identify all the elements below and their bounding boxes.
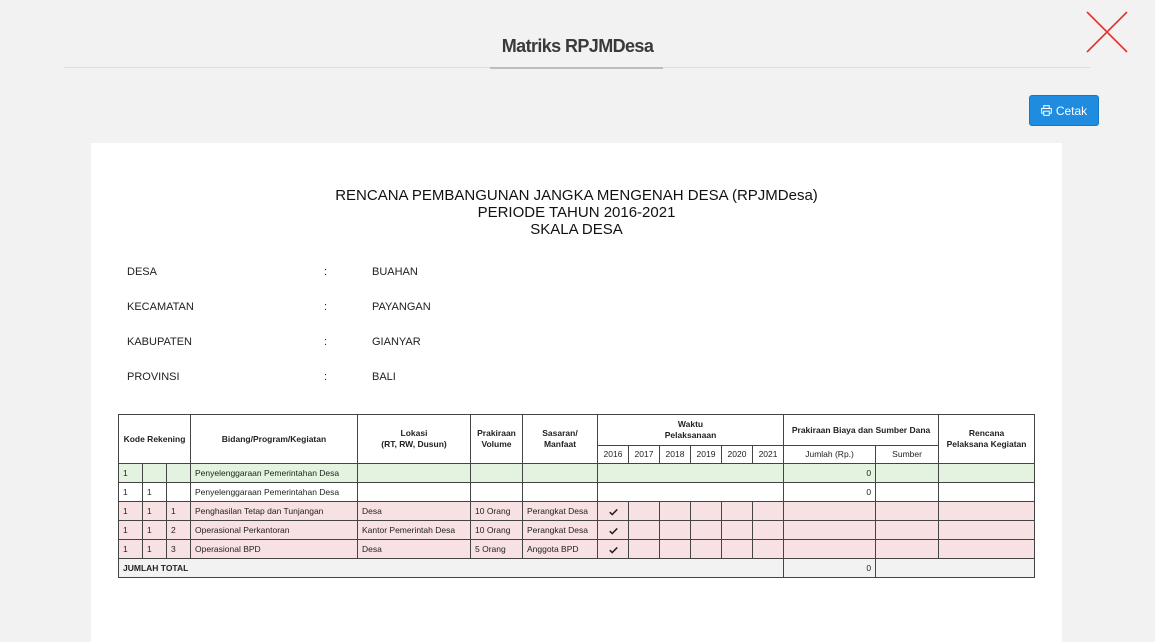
kode-2: 1 [143,502,167,521]
bidang-cell: Operasional Perkantoran [191,521,358,540]
year-cell-2017 [629,540,660,559]
year-cell-2021 [753,502,784,521]
header-bidang: Bidang/Program/Kegiatan [191,415,358,464]
lokasi-cell: Desa [358,502,471,521]
total-jumlah: 0 [784,559,876,578]
header-year: 2021 [753,446,784,464]
year-cell-2019 [691,540,722,559]
kode-2: 1 [143,483,167,502]
header-volume-line-2: Volume [481,439,512,449]
check-icon [609,546,618,554]
header-waktu-line-2: Pelaksanaan [664,430,717,440]
year-cell-2020 [722,502,753,521]
kode-3 [167,483,191,502]
lokasi-cell: Desa [358,540,471,559]
table-row [119,502,1035,521]
check-icon [609,527,618,535]
print-button[interactable] [1029,95,1099,126]
info-value: BALI [372,371,396,383]
kode-1: 1 [119,464,143,483]
header-rencana-line-2: Pelaksana Kegiatan [946,439,1027,449]
close-button[interactable] [1084,9,1130,55]
header-biaya: Prakiraan Biaya dan Sumber Dana [784,415,939,446]
total-empty [876,559,1035,578]
info-colon: : [324,301,328,313]
info-label: DESA [127,266,157,278]
header-jumlah: Jumlah (Rp.) [784,446,876,464]
year-cell-2018 [660,502,691,521]
rencana-cell [939,502,1035,521]
table-row [119,483,1035,502]
rencana-cell [939,483,1035,502]
jumlah-cell: 0 [784,483,876,502]
header-lokasi-line-1: Lokasi [400,428,428,438]
bidang-cell: Operasional BPD [191,540,358,559]
kode-2: 1 [143,540,167,559]
sasaran-cell [523,483,598,502]
kode-2 [143,464,167,483]
year-cell-2017 [629,521,660,540]
header-sumber: Sumber [876,446,939,464]
info-value: GIANYAR [372,336,421,348]
header-lokasi-line-2: (RT, RW, Dusun) [381,439,447,449]
rpjm-matrix-table [118,414,1035,578]
report-title-line-3: SKALA DESA [530,221,623,238]
info-label: PROVINSI [127,371,180,383]
total-row [119,559,1035,578]
info-colon: : [324,336,328,348]
table-row [119,464,1035,483]
sasaran-cell: Perangkat Desa [523,521,598,540]
info-colon: : [324,266,328,278]
kode-3: 1 [167,502,191,521]
kode-3 [167,464,191,483]
close-icon [1084,9,1130,55]
lokasi-cell [358,483,471,502]
printer-icon [1041,105,1052,116]
sasaran-cell: Anggota BPD [523,540,598,559]
header-sasaran-line-2: Manfaat [543,439,577,449]
header-waktu [598,415,784,446]
jumlah-cell [784,540,876,559]
jumlah-cell [784,502,876,521]
kode-1: 1 [119,540,143,559]
year-cell-2016 [598,502,629,521]
volume-cell: 5 Orang [471,540,523,559]
header-waktu-line-1: Waktu [677,419,704,429]
title-divider-accent [490,67,663,69]
table-row [119,521,1035,540]
sumber-cell [876,464,939,483]
rencana-cell [939,521,1035,540]
waktu-cell [598,464,784,483]
total-label: JUMLAH TOTAL [119,559,784,578]
rencana-cell [939,464,1035,483]
header-year: 2016 [598,446,629,464]
waktu-cell [598,483,784,502]
kode-3: 2 [167,521,191,540]
bidang-cell: Penyelenggaraan Pemerintahan Desa [191,464,358,483]
info-value: BUAHAN [372,266,418,278]
year-cell-2016 [598,521,629,540]
header-rencana-line-1: Rencana [968,428,1005,438]
kode-2: 1 [143,521,167,540]
lokasi-cell: Kantor Pemerintah Desa [358,521,471,540]
bidang-cell: Penghasilan Tetap dan Tunjangan [191,502,358,521]
year-cell-2018 [660,540,691,559]
report-title-line-2: PERIODE TAHUN 2016-2021 [477,204,676,221]
check-icon [609,508,618,516]
year-cell-2019 [691,502,722,521]
year-cell-2017 [629,502,660,521]
volume-cell [471,464,523,483]
year-cell-2016 [598,540,629,559]
report-title-line-1: RENCANA PEMBANGUNAN JANGKA MENGENAH DESA (RPJMDesa) [335,187,818,204]
volume-cell: 10 Orang [471,521,523,540]
header-sasaran-line-1: Sasaran/ [542,428,578,438]
sumber-cell [876,521,939,540]
year-cell-2020 [722,521,753,540]
info-label: KABUPATEN [127,336,192,348]
year-cell-2021 [753,521,784,540]
header-sasaran [523,415,598,464]
jumlah-cell: 0 [784,464,876,483]
year-cell-2018 [660,521,691,540]
info-colon: : [324,371,328,383]
header-volume [471,415,523,464]
header-kode-rekening: Kode Rekening [119,415,191,464]
info-label: KECAMATAN [127,301,194,313]
header-year: 2019 [691,446,722,464]
sumber-cell [876,540,939,559]
header-rencana [939,415,1035,464]
header-volume-line-1: Prakiraan [477,428,516,438]
year-cell-2020 [722,540,753,559]
year-cell-2021 [753,540,784,559]
sasaran-cell: Perangkat Desa [523,502,598,521]
kode-3: 3 [167,540,191,559]
sumber-cell [876,502,939,521]
kode-1: 1 [119,483,143,502]
report-title [91,187,1062,238]
jumlah-cell [784,521,876,540]
header-year: 2020 [722,446,753,464]
sumber-cell [876,483,939,502]
sasaran-cell [523,464,598,483]
rencana-cell [939,540,1035,559]
volume-cell: 10 Orang [471,502,523,521]
year-cell-2019 [691,521,722,540]
info-value: PAYANGAN [372,301,431,313]
header-lokasi [358,415,471,464]
kode-1: 1 [119,502,143,521]
header-year: 2018 [660,446,691,464]
bidang-cell: Penyelenggaraan Pemerintahan Desa [191,483,358,502]
kode-1: 1 [119,521,143,540]
lokasi-cell [358,464,471,483]
volume-cell [471,483,523,502]
print-button-label: Cetak [1055,103,1088,118]
header-year: 2017 [629,446,660,464]
report-paper [91,143,1062,642]
modal-title: Matriks RPJMDesa [501,36,654,56]
table-row [119,540,1035,559]
